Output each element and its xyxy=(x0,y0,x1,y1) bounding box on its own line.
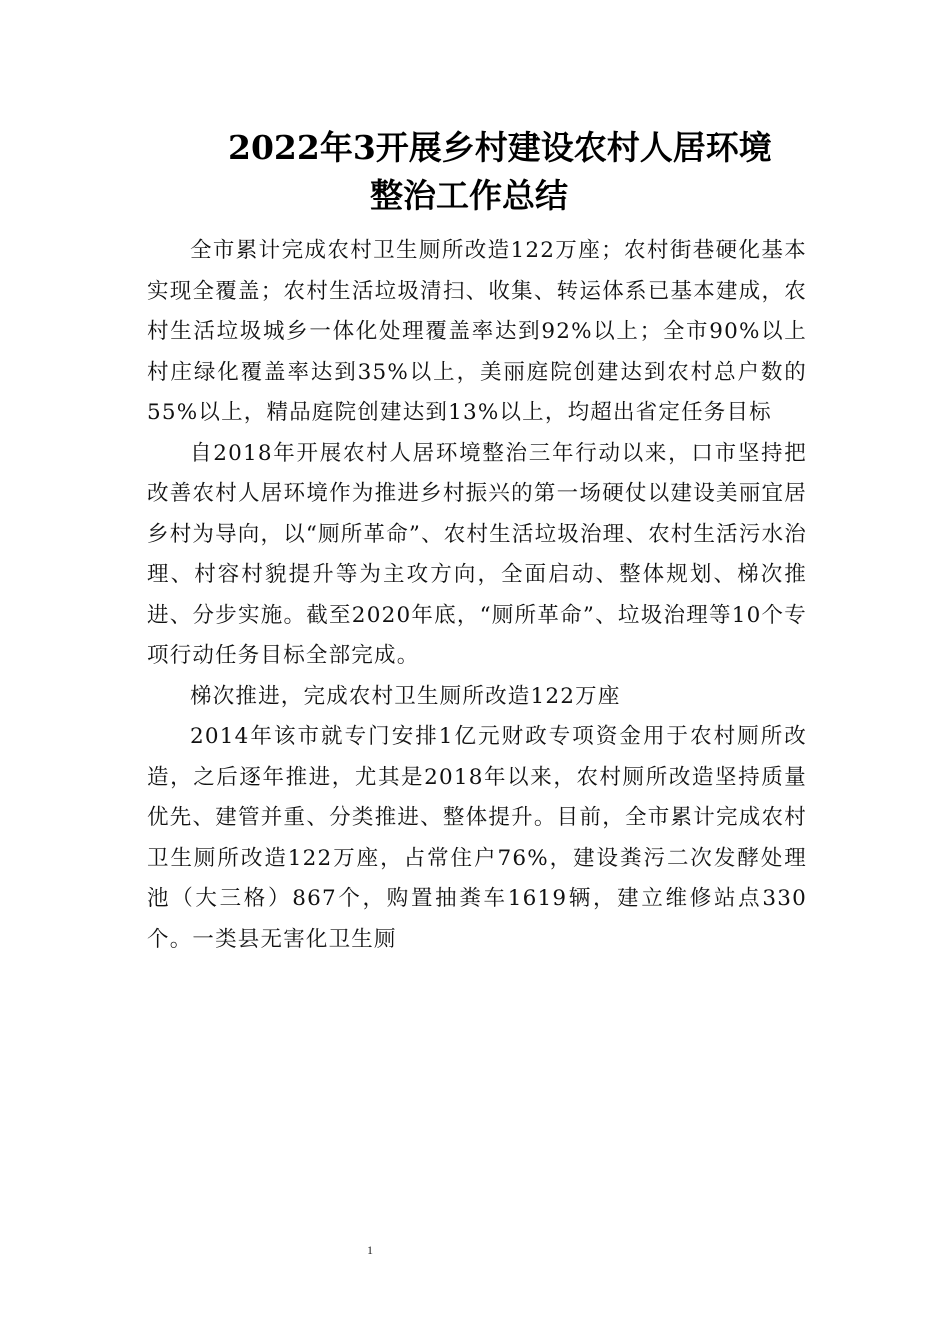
page-number: 1 xyxy=(367,1243,373,1257)
document-title-line-1: 2022年3开展乡村建设农村人居环境 xyxy=(228,128,772,167)
document-body xyxy=(147,231,807,960)
document-title-line-2: 整治工作总结 xyxy=(370,176,568,215)
paragraph: 自2018年开展农村人居环境整治三年行动以来，口市坚持把改善农村人居环境作为推进乡村振兴的第一场硬仗以建设美丽宜居乡村为导向，以“厕所革命”、农村生活垃圾治理、农村生活污水治理、村容村貌提升等为主攻方向，全面启动、整体规划、梯次推进、分步实施。截至2020年底，“厕所革命”、垃圾治理等10个专项行动任务目标全部完成。 xyxy=(147,440,807,668)
paragraph: 全市累计完成农村卫生厕所改造122万座；农村街巷硬化基本实现全覆盖；农村生活垃圾清扫、收集、转运体系已基本建成，农村生活垃圾城乡一体化处理覆盖率达到92%以上；全市90%以上村庄绿化覆盖率达到35%以上，美丽庭院创建达到农村总户数的55%以上，精品庭院创建达到13%以上，均超出省定任务目标 xyxy=(147,238,807,425)
paragraph-heading: 梯次推进，完成农村卫生厕所改造122万座 xyxy=(190,683,621,709)
paragraph: 2014年该市就专门安排1亿元财政专项资金用于农村厕所改造，之后逐年推进，尤其是2018年以来，农村厕所改造坚持质量优先、建管并重、分类推进、整体提升。目前，全市累计完成农村卫生厕所改造122万座，占常住户76%，建设粪污二次发酵处理池（大三格）867个，购置抽粪车1619辆，建立维修站点330个。一类县无害化卫生厕 xyxy=(147,724,807,952)
